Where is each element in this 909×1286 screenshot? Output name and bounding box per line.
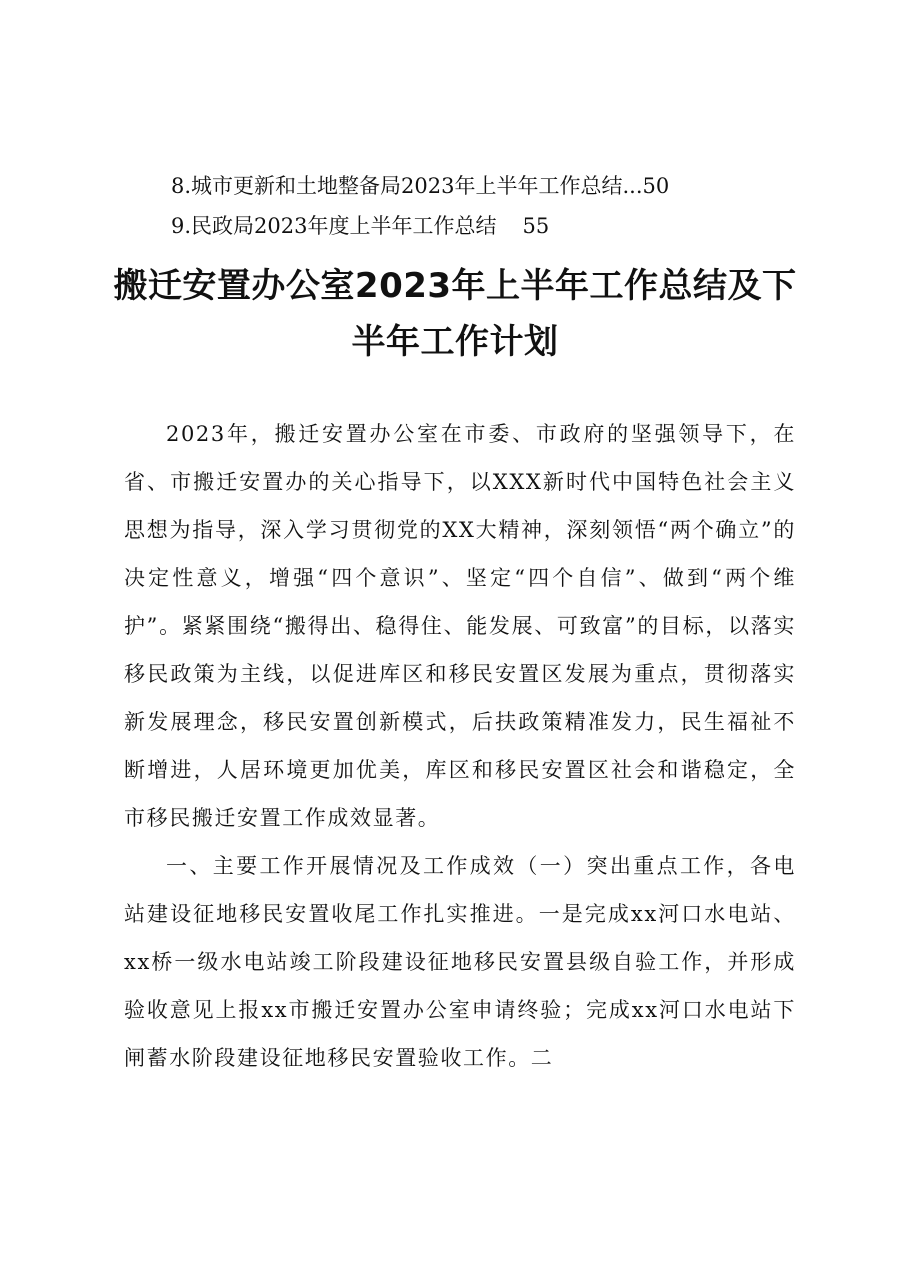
toc-item[interactable] — [171, 168, 824, 204]
paragraph: 2023年，搬迁安置办公室在市委、市政府的坚强领导下，在省、市搬迁安置办的关心指导下，以XXX新时代中国特色社会主义思想为指导，深入学习贯彻党的XX大精神，深刻领悟“两个确立”的决定性意义，增强“四个意识”、坚定“四个自信”、做到“两个维护”。紧紧围绕“搬得出、稳得住、能发展、可致富”的目标，以落实移民政策为主线，以促进库区和移民安置区发展为重点，贯彻落实新发展理念，移民安置创新模式，后扶政策精准发力，民生福祉不断增进，人居环境更加优美，库区和移民安置区社会和谐稳定，全市移民搬迁安置工作成效显著。 — [124, 422, 796, 830]
document-title: 搬迁安置办公室2023年上半年工作总结及下半年工作计划 — [113, 266, 797, 362]
toc-item[interactable] — [171, 208, 824, 244]
table-of-contents — [124, 168, 824, 244]
document-body — [124, 410, 796, 1082]
paragraph: 一、主要工作开展情况及工作成效（一）突出重点工作，各电站建设征地移民安置收尾工作扎实推进。一是完成xx河口水电站、xx桥一级水电站竣工阶段建设征地移民安置县级自验工作，并形成验收意见上报xx市搬迁安置办公室申请终验；完成xx河口水电站下闸蓄水阶段建设征地移民安置验收工作。二 — [124, 854, 796, 1070]
toc-item-label: 9.民政局2023年度上半年工作总结 — [171, 214, 497, 238]
toc-item-page: 55 — [522, 214, 550, 238]
toc-item-text: 8.城市更新和土地整备局2023年上半年工作总结...50 — [171, 174, 670, 198]
